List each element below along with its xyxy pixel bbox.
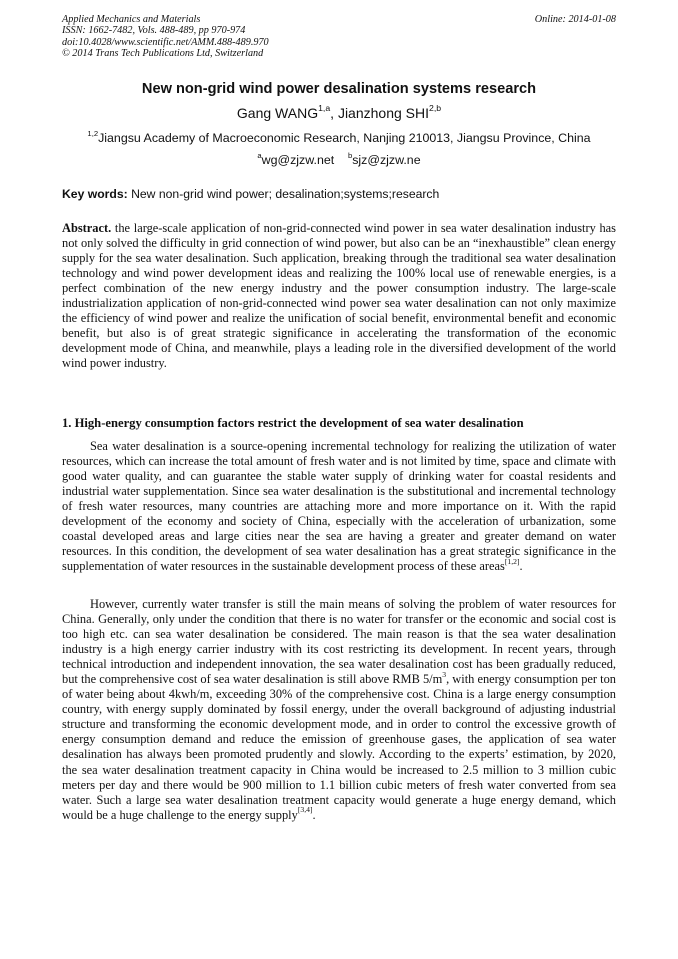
keywords-text: New non-grid wind power; desalination;systems;research: [127, 187, 440, 201]
email-b-sup: b: [347, 150, 353, 160]
abstract: [62, 221, 616, 371]
email-a[interactable]: wg@zjzw.net: [261, 153, 335, 167]
issn-line: ISSN: 1662-7482, Vols. 488-489, pp 970-974: [62, 25, 246, 37]
author-2-name: Jianzhong SHI: [337, 105, 429, 121]
author-line: [62, 105, 616, 121]
author-2-sup: 2,b: [429, 103, 442, 114]
author-1-sup: 1,a: [318, 103, 331, 114]
cubic-superscript: 3: [442, 669, 447, 679]
author-1-name: Gang WANG: [236, 105, 319, 121]
abstract-text: the large-scale application of non-grid-connected wind power in sea water desalination industry has not only solved the difficulty in grid connection of wind power, but also can be an “inexhaustible” clean energy supply for the sea water desalination. Such application, breaking through the traditional sea water desalination technology and wind power development ideas and realizing the 100% local use of renewable energies, is a perfect combination of the new energy industry and the power consumption industry. The large-scale industrialization application of non-grid-connected wind power sea water desalination can not only maximize the efficiency of wind power and realize the unification of social benefit, environmental benefit and economic benefit, but also is of great strategic significance in accelerating the transformation of the economic development mode of China, and meanwhile, plays a leading role in the diversified development of the world wind power industry.: [62, 221, 616, 371]
online-date: Online: 2014-01-08: [534, 14, 616, 25]
paper-title: New non-grid wind power desalination systems research: [141, 81, 537, 97]
email-b[interactable]: sjz@zjzw.ne: [352, 153, 421, 167]
section-1-paragraph-2: [62, 597, 616, 823]
author-separator: ,: [330, 105, 338, 121]
citation-3-4[interactable]: [3,4]: [297, 805, 313, 815]
paragraph-2-text-b: , with energy consumption per ton of water being about 4kwh/m, exceeding 30% of the comprehensive cost. China is a large energy consumption country, with energy supply dominated by fossil energy, under the overall background of adjusting industrial structure and transforming the economic development mode, and in order to control the excessive growth of energy consumption demand and reduce the emission of greenhouse gases, the application of sea water desalination has always been promoted prudently and slowly. According to the experts’ estimation, by 2020, the sea water desalination treatment capacity in China would be increased to 2.5 million to 3 million cubic meters per day and there would be 900 million to 1.1 billion cubic meters of fresh water converted from sea water. Such a large sea water desalination treatment capacity would generate a huge energy demand, which would be a huge challenge to the energy supply: [62, 672, 616, 822]
email-line: [62, 150, 616, 167]
keywords: [62, 187, 616, 201]
paragraph-1-text: Sea water desalination is a source-opening incremental technology for realizing the utilization of water resources, which can increase the total amount of fresh water and is not limited by time, space and climate with good water quality, and can guarantee the stable water supply of drinking water for coastal residents and industrial water supplementation. Since sea water desalination is the substitutional and incremental technology of fresh water resources, many countries are attaching more and more importance on it. With the rapid development of the economy and society of China, especially with the acceleration of urbanization, some coastal developed areas and large cities near the sea are having a greater and greater demand on water resources. In this condition, the development of sea water desalination has a great strategic significance in the supplementation of water resources in the sustainable development process of these areas: [62, 439, 616, 574]
journal-header: [62, 14, 616, 60]
paragraph-1-end: .: [519, 559, 523, 574]
copyright-line: © 2014 Trans Tech Publications Ltd, Switzerland: [62, 48, 264, 60]
keywords-label: Key words:: [62, 187, 128, 201]
affiliation-text: Jiangsu Academy of Macroeconomic Research, Nanjing 210013, Jiangsu Province, China: [98, 131, 591, 145]
citation-1-2[interactable]: [1,2]: [504, 557, 520, 567]
affiliation-line: [62, 128, 616, 145]
journal-name: Applied Mechanics and Materials: [62, 14, 201, 25]
paragraph-2-end: .: [312, 807, 316, 822]
paragraph-2-text-a: However, currently water transfer is still the main means of solving the problem of water resources for China. Generally, only under the condition that there is no water for transfer or the economic and social cost is too high etc. can sea water desalination be considered. The main reason is that the sea water desalination industry is a high energy carrier industry with its cost restricting its development. In recent years, through technical introduction and independent innovation, the sea water desalination cost has been gradually reduced, but the comprehensive cost of sea water desalination is still above RMB 5/m: [62, 597, 616, 687]
section-1-paragraph-1: [62, 439, 616, 574]
doi-line: doi:10.4028/www.scientific.net/AMM.488-489.970: [62, 36, 269, 48]
section-1-heading: 1. High-energy consumption factors restrict the development of sea water desalination: [62, 416, 524, 430]
email-a-sup: a: [257, 150, 262, 160]
affiliation-sup: 1,2: [87, 128, 99, 138]
abstract-label: Abstract.: [62, 221, 112, 235]
